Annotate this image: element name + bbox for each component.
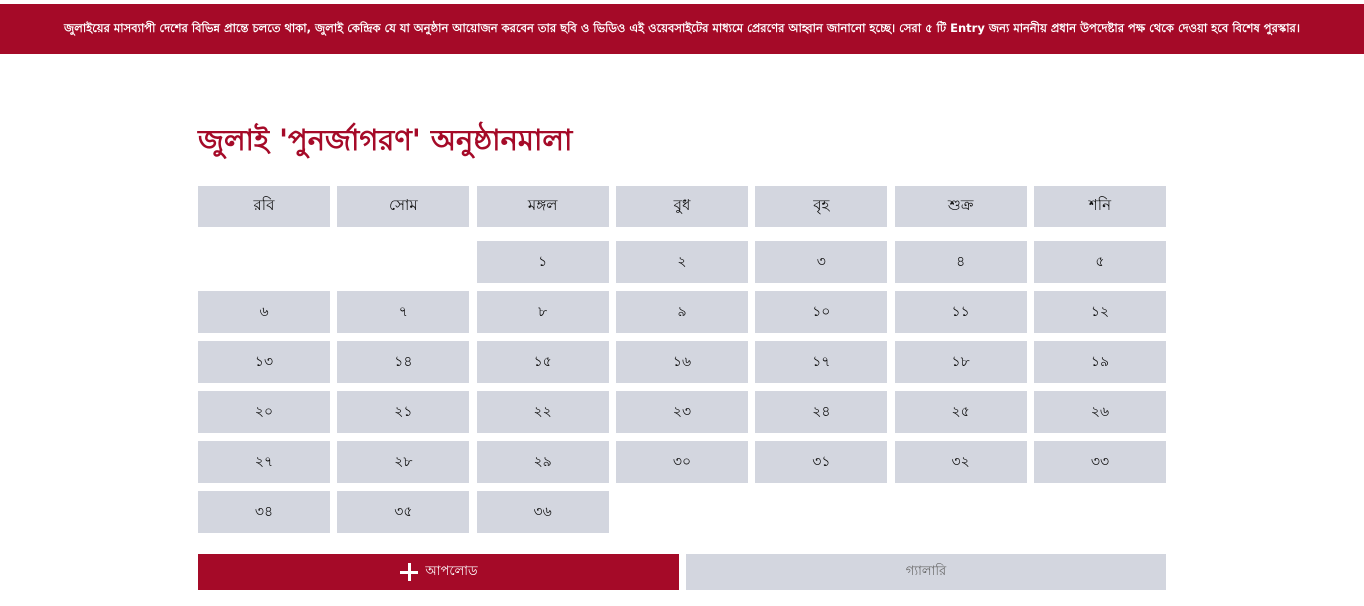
calendar-day-grid <box>198 241 1166 533</box>
calendar-day[interactable]: ৩১ <box>755 441 887 483</box>
announcement-text: জুলাইয়ের মাসব্যাপী দেশের বিভিন্ন প্রান্তে চলতে থাকা, জুলাই কেন্দ্রিক যে যা অনুষ্ঠান আয়োজন করবেন তার ছবি ও ভিডিও এই ওয়েবসাইটের মাধ্যমে প্রেরণের আহ্বান জানানো হচ্ছে। সেরা ৫ টি Entry জন্য মাননীয় প্রধান উপদেষ্টার পক্ষ থেকে দেওয়া হবে বিশেষ পুরস্কার। <box>64 20 1300 35</box>
calendar-day[interactable]: ২ <box>616 241 748 283</box>
calendar-day[interactable]: ২৫ <box>895 391 1027 433</box>
weekday-header: শনি <box>1034 186 1166 227</box>
calendar-day[interactable]: ৯ <box>616 291 748 333</box>
calendar-day[interactable]: ১৪ <box>337 341 469 383</box>
calendar-day[interactable]: ২৩ <box>616 391 748 433</box>
weekday-header-row <box>198 186 1166 227</box>
calendar-day[interactable]: ৩৪ <box>198 491 330 533</box>
calendar-day[interactable]: ২৮ <box>337 441 469 483</box>
calendar-day[interactable]: ১৬ <box>616 341 748 383</box>
weekday-header: শুক্র <box>895 186 1027 227</box>
calendar-day[interactable]: ২৯ <box>477 441 609 483</box>
calendar-day[interactable]: ৫ <box>1034 241 1166 283</box>
calendar-day[interactable]: ১৩ <box>198 341 330 383</box>
calendar-day[interactable]: ১৯ <box>1034 341 1166 383</box>
calendar-day[interactable]: ৩২ <box>895 441 1027 483</box>
calendar-day[interactable]: ৩৬ <box>477 491 609 533</box>
calendar-day[interactable]: ২০ <box>198 391 330 433</box>
calendar-day[interactable]: ৩০ <box>616 441 748 483</box>
calendar-day[interactable]: ৩৩ <box>1034 441 1166 483</box>
calendar-day[interactable]: ১৫ <box>477 341 609 383</box>
upload-button-label: আপলোড <box>425 563 478 579</box>
calendar-day[interactable]: ১ <box>477 241 609 283</box>
calendar-day[interactable]: ২৭ <box>198 441 330 483</box>
calendar-blank-cell <box>337 241 469 283</box>
calendar-day[interactable]: ২২ <box>477 391 609 433</box>
gallery-button-label: গ্যালারি <box>905 563 947 579</box>
upload-button[interactable] <box>198 554 679 590</box>
calendar-day[interactable]: ৮ <box>477 291 609 333</box>
weekday-header: বুধ <box>616 186 748 227</box>
calendar-day[interactable]: ৩ <box>755 241 887 283</box>
gallery-button[interactable] <box>686 554 1166 590</box>
calendar-day[interactable]: ১৭ <box>755 341 887 383</box>
calendar-day[interactable]: ২৪ <box>755 391 887 433</box>
calendar-day[interactable]: ১৮ <box>895 341 1027 383</box>
plus-icon <box>399 562 419 582</box>
calendar-day[interactable]: ১০ <box>755 291 887 333</box>
calendar-day[interactable]: ২৬ <box>1034 391 1166 433</box>
weekday-header: রবি <box>198 186 330 227</box>
calendar-day[interactable]: ১১ <box>895 291 1027 333</box>
calendar-day[interactable]: ৪ <box>895 241 1027 283</box>
weekday-header: সোম <box>337 186 469 227</box>
weekday-header: মঙ্গল <box>477 186 609 227</box>
calendar-day[interactable]: ৩৫ <box>337 491 469 533</box>
calendar-day[interactable]: ৬ <box>198 291 330 333</box>
calendar-day[interactable]: ২১ <box>337 391 469 433</box>
page-title: জুলাই 'পুনর্জাগরণ' অনুষ্ঠানমালা <box>198 123 573 157</box>
calendar-day[interactable]: ১২ <box>1034 291 1166 333</box>
announcement-banner <box>0 4 1364 54</box>
weekday-header: বৃহ <box>755 186 887 227</box>
calendar-blank-cell <box>198 241 330 283</box>
calendar-day[interactable]: ৭ <box>337 291 469 333</box>
